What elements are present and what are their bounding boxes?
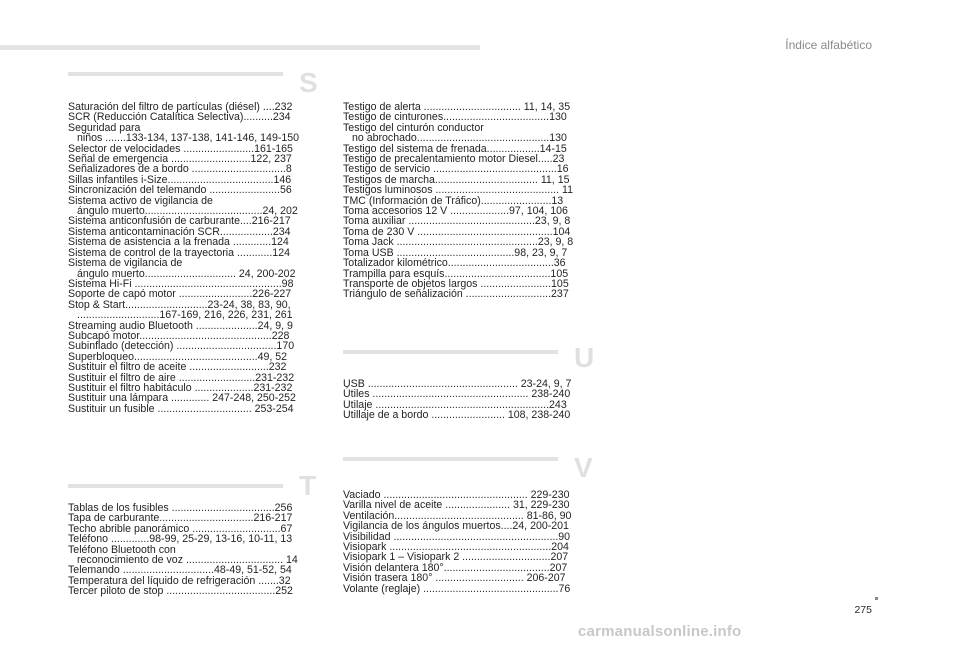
section-v-entries bbox=[343, 490, 571, 594]
index-entry: reconocimiento de voz ................................. 14 bbox=[77, 554, 298, 567]
index-entry: Saturación del filtro de partículas (diésel) ....232 bbox=[68, 101, 293, 113]
section-u-entries bbox=[343, 379, 571, 421]
index-entry: SCR (Reducción Catalítica Selectiva)..........234 bbox=[68, 111, 291, 124]
index-entry: Sistema de asistencia a la frenada .............124 bbox=[68, 236, 289, 249]
index-entry: Visiopark .......................................................204 bbox=[343, 541, 569, 554]
index-entry: Transporte de objetos largos ........................105 bbox=[343, 277, 569, 290]
index-entry: Toma de 230 V ..............................................104 bbox=[343, 225, 571, 238]
section-t-entries bbox=[68, 503, 298, 597]
index-entry: Vigilancia de los ángulos muertos....24, 200-201 bbox=[343, 520, 569, 533]
section-s-rule bbox=[68, 72, 283, 76]
section-u-rule bbox=[343, 350, 558, 354]
index-entry: Telemando ...............................48-49, 51-52, 54 bbox=[68, 564, 292, 577]
index-entry: Testigos luminosos .......................................... 11 bbox=[343, 184, 573, 197]
index-entry: Sistema de control de la trayectoria ............124 bbox=[68, 246, 290, 259]
section-s-entries bbox=[68, 102, 299, 414]
index-entry: Testigo de alerta ................................. 11, 14, 35 bbox=[343, 101, 571, 113]
watermark: carmanualsonline.info bbox=[578, 623, 742, 640]
index-entry: Sistema activo de vigilancia de bbox=[68, 194, 213, 207]
index-entry: no abrochado.............................................130 bbox=[352, 132, 567, 145]
section-title: Índice alfabético bbox=[785, 38, 872, 52]
index-entry: Toma auxiliar ...........................................23, 9, 8 bbox=[343, 215, 571, 228]
index-entry: Teléfono Bluetooth con bbox=[68, 543, 176, 556]
index-entry: Techo abrible panorámico ..............................67 bbox=[68, 522, 293, 535]
index-entry: Tercer piloto de stop .....................................252 bbox=[68, 585, 293, 598]
index-entry: Visibilidad ........................................................90 bbox=[343, 530, 571, 543]
index-entry: Sustituir el filtro de aire ..........................231-232 bbox=[68, 371, 295, 384]
section-v-rule bbox=[343, 457, 558, 461]
index-entry: Utilaje ...........................................................243 bbox=[343, 398, 567, 411]
index-entry: Testigo de servicio ..........................................16 bbox=[343, 163, 569, 176]
index-entry: Toma USB ........................................98, 23, 9, 7 bbox=[343, 246, 568, 259]
index-entry: Sistema anticontaminación SCR..................234 bbox=[68, 225, 291, 238]
index-entry: Tapa de carburante................................216-217 bbox=[68, 512, 293, 525]
index-entry: Visiopark 1 – Visiopark 2 ..............................207 bbox=[343, 551, 569, 564]
section-letter-v: V bbox=[574, 452, 593, 483]
index-entry: Testigo de cinturones....................................130 bbox=[343, 111, 567, 124]
index-entry: Utillaje de a bordo ......................... 108, 238-240 bbox=[343, 409, 571, 422]
index-entry: Testigo del sistema de frenada..................14-15 bbox=[343, 142, 567, 155]
index-entry: Sustituir una lámpara ............. 247-248, 250-252 bbox=[68, 392, 296, 405]
index-entry: Testigos de marcha................................... 11, 15 bbox=[343, 173, 570, 186]
index-entry: Teléfono .............98-99, 25-29, 13-16, 10-11, 13 bbox=[68, 533, 293, 546]
index-entry: Trampilla para esquís....................................105 bbox=[343, 267, 569, 280]
index-entry: Selector de velocidades ........................161-165 bbox=[68, 142, 293, 155]
header-bar bbox=[0, 45, 480, 50]
index-entry: Sillas infantiles i-Size....................................146 bbox=[68, 173, 292, 186]
section-t-rule bbox=[68, 484, 283, 488]
index-entry: Vaciado ................................................. 229-230 bbox=[343, 489, 570, 501]
index-entry: Superbloqueo..........................................49, 52 bbox=[68, 350, 288, 363]
index-entry: ángulo muerto............................... 24, 200-202 bbox=[77, 267, 296, 280]
index-entry: Triángulo de señalización .............................237 bbox=[343, 288, 569, 301]
index-entry: Sistema Hi-Fi ..................................................98 bbox=[68, 277, 294, 290]
index-entry: Señal de emergencia ...........................122, 237 bbox=[68, 153, 292, 166]
index-entry: Stop & Start............................23-24, 38, 83, 90, bbox=[68, 298, 291, 311]
section-letter-u: U bbox=[574, 342, 595, 373]
index-entry: Ventilación............................................ 81-86, 90 bbox=[343, 509, 572, 522]
index-entry: ............................167-169, 216, 226, 231, 261 bbox=[77, 309, 293, 322]
index-entry: Temperatura del líquido de refrigeración .......32 bbox=[68, 574, 291, 587]
index-entry: Totalizador kilométrico....................................36 bbox=[343, 257, 566, 270]
index-entry: Visión delantera 180°....................................207 bbox=[343, 561, 568, 574]
index-entry: Tablas de los fusibles ...................................256 bbox=[68, 502, 293, 514]
index-entry: Sustituir un fusible ................................ 253-254 bbox=[68, 402, 294, 415]
index-entry: Sistema de vigilancia de bbox=[68, 257, 183, 270]
index-entry: Útiles ..................................................... 238-240 bbox=[343, 388, 571, 401]
section-letter-s: S bbox=[299, 67, 318, 98]
index-entry: Soporte de capó motor .........................226-227 bbox=[68, 288, 292, 301]
index-entry: Visión trasera 180° .............................. 206-207 bbox=[343, 572, 566, 585]
index-entry: Seguridad para bbox=[68, 121, 141, 134]
index-entry: Sistema anticonfusión de carburante....216-217 bbox=[68, 215, 291, 228]
index-entry: Sustituir el filtro habitáculo ....................231-232 bbox=[68, 381, 293, 394]
index-entry: USB ................................................... 23-24, 9, 7 bbox=[343, 378, 572, 390]
index-entry: Sustituir el filtro de aceite ...........................232 bbox=[68, 361, 287, 374]
index-entry: Toma accesorios 12 V ....................97, 104, 106 bbox=[343, 205, 568, 218]
index-entry: Volante (reglaje) ..............................................76 bbox=[343, 582, 571, 595]
index-entry: niños .......133-134, 137-138, 141-146, 149-150 bbox=[77, 132, 300, 145]
index-entry: Sincronización del telemando ........................56 bbox=[68, 184, 292, 197]
section-t-continued-entries bbox=[343, 102, 573, 300]
index-entry: Testigo del cinturón conductor bbox=[343, 121, 484, 134]
index-entry: Varilla nivel de aceite ...................... 31, 229-230 bbox=[343, 499, 570, 512]
section-letter-t: T bbox=[299, 470, 317, 501]
index-entry: Señalizadores de a bordo ................................8 bbox=[68, 163, 292, 176]
index-entry: ángulo muerto........................................24, 202 bbox=[77, 205, 298, 218]
index-entry: TMC (Información de Tráfico)........................13 bbox=[343, 194, 564, 207]
index-entry: Testigo de precalentamiento motor Diesel.....23 bbox=[343, 153, 565, 166]
page-number: 275 bbox=[854, 604, 872, 616]
index-entry: Subinflado (detección) ..................................170 bbox=[68, 340, 295, 353]
page-dot bbox=[875, 597, 878, 600]
index-entry: Subcapó motor.............................................228 bbox=[68, 329, 290, 342]
index-entry: Streaming audio Bluetooth .....................24, 9, 9 bbox=[68, 319, 293, 332]
index-entry: Toma Jack ................................................23, 9, 8 bbox=[343, 236, 574, 249]
